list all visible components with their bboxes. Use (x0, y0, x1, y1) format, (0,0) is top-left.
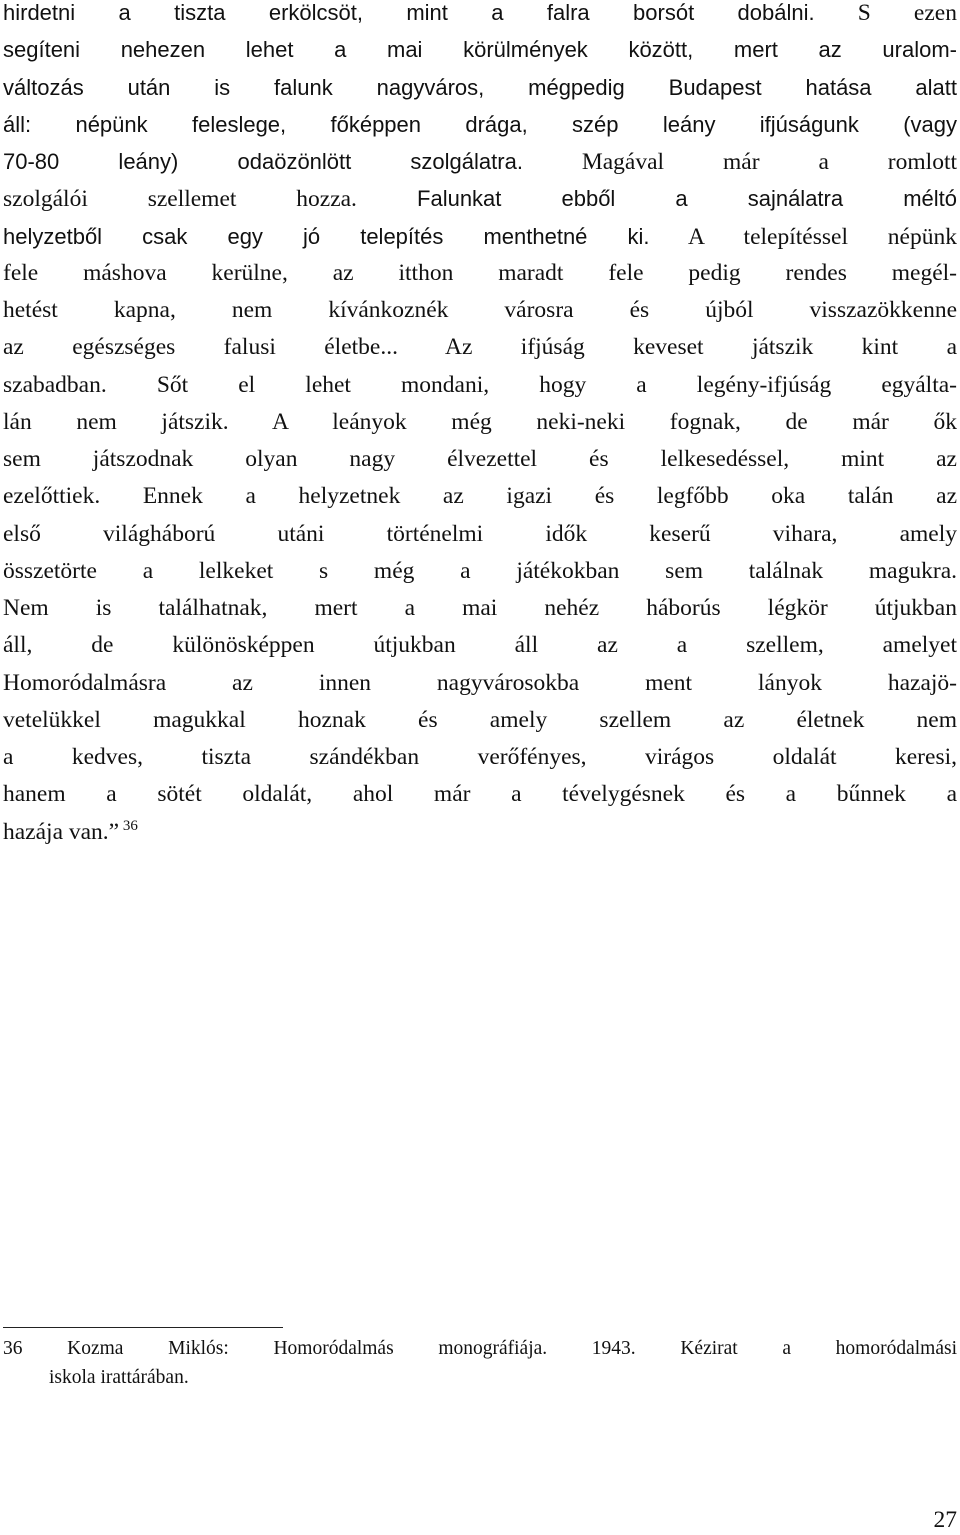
text-run: hazája van.” (3, 818, 120, 845)
footnote-reference[interactable]: 36 (119, 817, 138, 834)
text-line: fele máshova kerülne, az itthon maradt fele pedig rendes megél- (3, 259, 957, 286)
text-run: 70-80 leány) odaözönlött szolgálatra. (3, 149, 523, 174)
text-line: Homoródalmásra az innen nagyvárosokba ment lányok hazajö- (3, 669, 957, 696)
text-line: szabadban. Sőt el lehet mondani, hogy a legény-ifjúság egyálta- (3, 371, 957, 398)
text-line: lán nem játszik. A leányok még neki-neki fognak, de már ők (3, 408, 957, 435)
footnote-line: iskola irattárában. (49, 1367, 189, 1388)
text-line: sem játszodnak olyan nagy élvezettel és lelkesedéssel, mint az (3, 446, 957, 472)
main-text (3, 0, 957, 851)
text-run: A telepítéssel népünk (649, 223, 957, 250)
text-line: hetést kapna, nem kívánkoznék városra és újból visszazökkenne (3, 297, 957, 323)
text-line (3, 69, 957, 106)
text-run: Magával már a romlott (522, 149, 957, 175)
text-line (3, 143, 957, 180)
text-line: hanem a sötét oldalát, ahol már a tévelygésnek és a bűnnek a (3, 781, 957, 808)
text-line (3, 31, 957, 68)
text-run: S ezen (814, 0, 957, 26)
text-line (3, 106, 957, 143)
text-line: ezelőttiek. Ennek a helyzetnek az igazi és legfőbb oka talán az (3, 483, 957, 510)
text-line: vetelükkel magukkal hoznak és amely szellem az életnek nem (3, 706, 957, 733)
text-line (3, 814, 957, 851)
footnote-separator (3, 1327, 283, 1328)
text-line: Nem is találhatnak, mert a mai nehéz háborús légkör útjukban (3, 595, 957, 621)
text-run: áll: népünk feleslege, főképpen drága, szép leány ifjúságunk (vagy (3, 111, 957, 137)
footnotes (3, 1334, 957, 1392)
footnote-line: 36 Kozma Miklós: Homoródalmás monográfiája. 1943. Kézirat a homoródalmási (3, 1338, 957, 1359)
text-line: első világháború utáni történelmi idők keserű vihara, amely (3, 520, 957, 547)
text-run: változás után is falunk nagyváros, mégpedig Budapest hatása alatt (3, 74, 957, 100)
text-run: Falunkat ebből a sajnálatra méltó (356, 186, 957, 212)
text-line: az egészséges falusi életbe... Az ifjúság keveset játszik kint a (3, 334, 957, 361)
text-line: a kedves, tiszta szándékban verőfényes, virágos oldalát keresi, (3, 744, 957, 770)
text-line: összetörte a lelkeket s még a játékokban sem találnak magukra. (3, 557, 957, 584)
text-run: helyzetből csak egy jó telepítés menthetné ki. (3, 223, 650, 249)
text-line (3, 180, 957, 217)
text-run: hirdetni a tiszta erkölcsöt, mint a falra borsót dobálni. (3, 0, 815, 25)
text-line (3, 218, 957, 255)
page-number: 27 (933, 1507, 957, 1533)
text-run: szolgálói szellemet hozza. (3, 186, 357, 213)
text-line: áll, de különösképpen útjukban áll az a szellem, amelyet (3, 632, 957, 659)
text-line (3, 0, 957, 31)
text-run: segíteni nehezen lehet a mai körülmények között, mert az uralom- (3, 37, 957, 63)
